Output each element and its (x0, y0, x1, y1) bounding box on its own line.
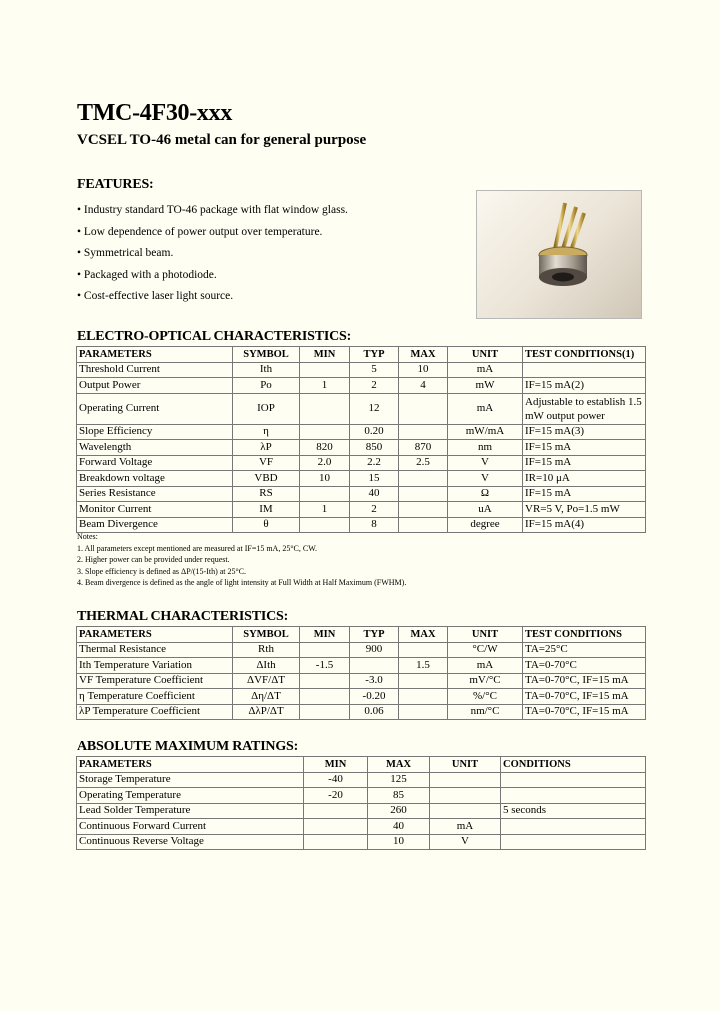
table-row (77, 486, 646, 502)
table-cell: 12 (350, 393, 399, 424)
table-cell: Series Resistance (77, 486, 233, 502)
table-cell: -1.5 (300, 658, 350, 674)
table-cell: Thermal Resistance (77, 642, 233, 658)
table-cell: 2.0 (300, 455, 350, 471)
column-header: TEST CONDITIONS (523, 627, 646, 643)
table-cell: ΔVF/ΔT (233, 673, 300, 689)
table-cell: IM (233, 502, 300, 518)
table-cell (430, 788, 501, 804)
table-row (77, 642, 646, 658)
column-header: UNIT (448, 627, 523, 643)
table-cell: °C/W (448, 642, 523, 658)
table-cell (300, 486, 350, 502)
table-cell: Ith (233, 362, 300, 378)
table-cell: Ith Temperature Variation (77, 658, 233, 674)
notes-block (77, 531, 406, 589)
table-cell: mW (448, 378, 523, 394)
table-cell: RS (233, 486, 300, 502)
table-cell: ΔλP/ΔT (233, 704, 300, 720)
note-item: 3. Slope efficiency is defined as ΔP/(15-Ith) at 25°C. (77, 566, 247, 576)
table-cell (430, 803, 501, 819)
table-cell: -40 (304, 772, 368, 788)
table-cell: 2.5 (399, 455, 448, 471)
table-cell: Slope Efficiency (77, 424, 233, 440)
table-cell: 10 (368, 834, 430, 850)
feature-item: • Low dependence of power output over temperature. (77, 225, 323, 238)
thermal-heading: THERMAL CHARACTERISTICS: (77, 609, 289, 624)
table-row (77, 658, 646, 674)
table-cell: VF Temperature Coefficient (77, 673, 233, 689)
table-cell: 0.06 (350, 704, 399, 720)
table-cell: 870 (399, 440, 448, 456)
table-cell: Output Power (77, 378, 233, 394)
electro-optical-table (76, 346, 646, 533)
table-cell (350, 658, 399, 674)
table-cell: 40 (368, 819, 430, 835)
table-cell: ΔIth (233, 658, 300, 674)
column-header: UNIT (448, 347, 523, 363)
column-header: MAX (399, 627, 448, 643)
note-item: 1. All parameters except mentioned are measured at IF=15 mA, 25°C, CW. (77, 543, 318, 553)
table-cell: 4 (399, 378, 448, 394)
column-header: TYP (350, 347, 399, 363)
table-row (77, 378, 646, 394)
table-cell: 1.5 (399, 658, 448, 674)
table-cell: Forward Voltage (77, 455, 233, 471)
table-cell (399, 673, 448, 689)
electro-optical-heading: ELECTRO-OPTICAL CHARACTERISTICS: (77, 329, 352, 344)
column-header: PARAMETERS (77, 627, 233, 643)
table-cell: TA=0-70°C (523, 658, 646, 674)
feature-item: • Industry standard TO-46 package with flat window glass. (77, 204, 348, 216)
document-subtitle: VCSEL TO-46 metal can for general purpose (77, 132, 367, 148)
table-cell: Threshold Current (77, 362, 233, 378)
table-cell: uA (448, 502, 523, 518)
table-cell: Lead Solder Temperature (77, 803, 304, 819)
table-row (77, 704, 646, 720)
table-cell: mA (448, 658, 523, 674)
table-cell (501, 819, 646, 835)
column-header: MAX (368, 757, 430, 773)
table-cell: Adjustable to establish 1.5 mW output power (523, 393, 646, 424)
table-cell: V (448, 471, 523, 487)
column-header: PARAMETERS (77, 347, 233, 363)
table-cell: -0.20 (350, 689, 399, 705)
table-cell: mA (448, 393, 523, 424)
table-cell: 5 seconds (501, 803, 646, 819)
table-cell: 8 (350, 517, 399, 533)
table-cell: -3.0 (350, 673, 399, 689)
column-header: SYMBOL (233, 627, 300, 643)
column-header: MIN (300, 627, 350, 643)
table-cell (300, 689, 350, 705)
table-cell: -20 (304, 788, 368, 804)
table-cell: 900 (350, 642, 399, 658)
table-cell: 1 (300, 502, 350, 518)
column-header: TYP (350, 627, 399, 643)
table-cell: 5 (350, 362, 399, 378)
table-cell: VBD (233, 471, 300, 487)
absolute-max-heading: ABSOLUTE MAXIMUM RATINGS: (77, 739, 299, 754)
product-photo (476, 190, 642, 319)
table-cell: 40 (350, 486, 399, 502)
table-cell: η Temperature Coefficient (77, 689, 233, 705)
table-header-row (77, 347, 646, 363)
table-row (77, 393, 646, 424)
table-cell: IF=15 mA (523, 440, 646, 456)
table-cell: 2 (350, 502, 399, 518)
table-cell: 0.20 (350, 424, 399, 440)
table-cell: V (430, 834, 501, 850)
table-cell: 2 (350, 378, 399, 394)
table-cell: Breakdown voltage (77, 471, 233, 487)
table-row (77, 772, 646, 788)
table-cell (501, 772, 646, 788)
thermal-table (76, 626, 646, 720)
table-cell: mA (430, 819, 501, 835)
table-cell: 15 (350, 471, 399, 487)
table-cell: IF=15 mA (523, 486, 646, 502)
table-cell (300, 424, 350, 440)
table-row (77, 440, 646, 456)
table-cell: nm (448, 440, 523, 456)
table-row (77, 673, 646, 689)
table-cell: θ (233, 517, 300, 533)
table-cell: VR=5 V, Po=1.5 mW (523, 502, 646, 518)
table-row (77, 803, 646, 819)
table-cell: Operating Current (77, 393, 233, 424)
table-cell: 850 (350, 440, 399, 456)
table-cell: IF=15 mA (523, 455, 646, 471)
table-cell: 820 (300, 440, 350, 456)
table-cell (304, 834, 368, 850)
table-cell (304, 803, 368, 819)
table-row (77, 455, 646, 471)
table-cell: V (448, 455, 523, 471)
feature-item: • Symmetrical beam. (77, 247, 174, 260)
column-header: SYMBOL (233, 347, 300, 363)
table-cell (300, 393, 350, 424)
table-cell: Rth (233, 642, 300, 658)
table-cell (501, 788, 646, 804)
table-row (77, 834, 646, 850)
table-cell (300, 704, 350, 720)
feature-item: • Cost-effective laser light source. (77, 290, 234, 303)
table-cell: Continuous Forward Current (77, 819, 304, 835)
table-cell: Beam Divergence (77, 517, 233, 533)
table-cell: 125 (368, 772, 430, 788)
table-cell: VF (233, 455, 300, 471)
table-cell: TA=25°C (523, 642, 646, 658)
table-cell: 85 (368, 788, 430, 804)
table-cell: IF=15 mA(3) (523, 424, 646, 440)
column-header: UNIT (430, 757, 501, 773)
table-cell: nm/°C (448, 704, 523, 720)
table-cell: Wavelength (77, 440, 233, 456)
table-cell: IF=15 mA(4) (523, 517, 646, 533)
table-row (77, 471, 646, 487)
to46-can-image (477, 191, 641, 318)
features-list (77, 200, 348, 308)
table-cell: Monitor Current (77, 502, 233, 518)
table-cell (300, 642, 350, 658)
table-cell (399, 486, 448, 502)
column-header: MIN (304, 757, 368, 773)
column-header: TEST CONDITIONS(1) (523, 347, 646, 363)
table-cell: 10 (399, 362, 448, 378)
table-cell: 2.2 (350, 455, 399, 471)
table-cell: mW/mA (448, 424, 523, 440)
table-row (77, 502, 646, 518)
table-cell: degree (448, 517, 523, 533)
table-cell: 260 (368, 803, 430, 819)
table-cell: 1 (300, 378, 350, 394)
column-header: MIN (300, 347, 350, 363)
table-cell: 10 (300, 471, 350, 487)
table-cell: λP (233, 440, 300, 456)
table-cell (501, 834, 646, 850)
table-cell: Storage Temperature (77, 772, 304, 788)
column-header: CONDITIONS (501, 757, 646, 773)
table-row (77, 362, 646, 378)
table-row (77, 819, 646, 835)
table-row (77, 424, 646, 440)
table-cell: η (233, 424, 300, 440)
table-cell: TA=0-70°C, IF=15 mA (523, 673, 646, 689)
column-header: MAX (399, 347, 448, 363)
absolute-max-table (76, 756, 646, 850)
feature-item: • Packaged with a photodiode. (77, 268, 217, 281)
note-item: 2. Higher power can be provided under request. (77, 555, 230, 564)
table-cell (399, 689, 448, 705)
table-row (77, 788, 646, 804)
table-cell (304, 819, 368, 835)
table-cell (399, 704, 448, 720)
table-cell (399, 471, 448, 487)
notes-label: Notes: (77, 532, 98, 541)
table-cell (300, 362, 350, 378)
table-cell: λP Temperature Coefficient (77, 704, 233, 720)
table-cell: IOP (233, 393, 300, 424)
table-cell: Operating Temperature (77, 788, 304, 804)
table-cell (399, 642, 448, 658)
table-cell: Δη/ΔT (233, 689, 300, 705)
table-cell: Po (233, 378, 300, 394)
table-cell (300, 673, 350, 689)
table-cell: Continuous Reverse Voltage (77, 834, 304, 850)
table-cell (430, 772, 501, 788)
column-header: PARAMETERS (77, 757, 304, 773)
table-cell (399, 424, 448, 440)
table-header-row (77, 627, 646, 643)
table-cell: mA (448, 362, 523, 378)
document-title: TMC-4F30-xxx (77, 100, 233, 126)
table-cell: mV/°C (448, 673, 523, 689)
table-cell (399, 502, 448, 518)
table-header-row (77, 757, 646, 773)
table-cell: %/°C (448, 689, 523, 705)
table-row (77, 689, 646, 705)
table-cell: TA=0-70°C, IF=15 mA (523, 689, 646, 705)
table-cell: Ω (448, 486, 523, 502)
table-cell: IF=15 mA(2) (523, 378, 646, 394)
note-item: 4. Beam divergence is defined as the angle of light intensity at Full Width at Half Maximum (FWHM). (77, 578, 407, 587)
features-heading: FEATURES: (77, 177, 154, 192)
table-cell: TA=0-70°C, IF=15 mA (523, 704, 646, 720)
table-cell (523, 362, 646, 378)
table-cell (399, 393, 448, 424)
table-cell: IR=10 μA (523, 471, 646, 487)
